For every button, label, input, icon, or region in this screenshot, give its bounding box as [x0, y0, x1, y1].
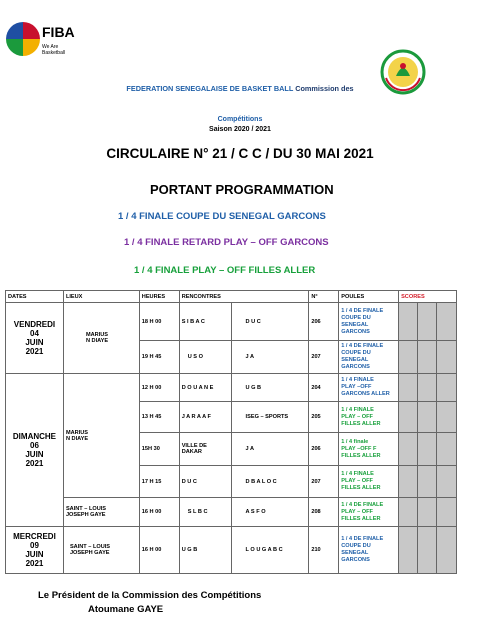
score-cell: [436, 402, 456, 433]
score-cell: [436, 466, 456, 498]
score-cell: [418, 374, 437, 402]
date-cell: [6, 303, 64, 374]
table-row: [6, 498, 457, 527]
team1-cell: U S O: [179, 341, 231, 374]
heure-cell: 13 H 45: [139, 402, 179, 433]
heure-cell: 18 H 00: [139, 303, 179, 341]
date-cell: [6, 374, 64, 527]
basketball-icon: [6, 22, 40, 56]
date-cell: [6, 527, 64, 574]
poule-cell: 1 / 4 DE FINALE COUPE DU SENEGAL GARCONS: [339, 341, 399, 374]
match-num-cell: 207: [309, 466, 339, 498]
score-cell: [418, 402, 437, 433]
competitions-label: Compétitions: [217, 116, 263, 123]
score-cell: [399, 374, 418, 402]
match-num-cell: 210: [309, 527, 339, 574]
venue-cell: [63, 374, 139, 498]
header-heures: HEURES: [139, 291, 179, 303]
team2-cell: D B A L O C: [231, 466, 309, 498]
president-title: Le Président de la Commission des Compétitions: [38, 590, 262, 601]
header-num: N°: [309, 291, 339, 303]
table-header-row: [6, 291, 457, 303]
match-num-cell: 206: [309, 303, 339, 341]
heure-cell: 12 H 00: [139, 374, 179, 402]
score-cell: [399, 466, 418, 498]
saison-label: Saison 2020 / 2021: [209, 126, 271, 133]
score-cell: [436, 433, 456, 466]
team1-cell: D U C: [179, 466, 231, 498]
heure-cell: 16 H 00: [139, 527, 179, 574]
team1-cell: J A R A A F: [179, 402, 231, 433]
team2-cell: D U C: [231, 303, 309, 341]
subtitle-coupe: 1 / 4 FINALE COUPE DU SENEGAL GARCONS: [118, 211, 326, 222]
subtitle-retard: 1 / 4 FINALE RETARD PLAY – OFF GARCONS: [124, 237, 329, 248]
venue-text: SAINT – LOUIS JOSEPH GAYE: [65, 506, 107, 518]
venue-text: SAINT – LOUIS JOSEPH GAYE: [69, 544, 111, 556]
team1-cell: S I B A C: [179, 303, 231, 341]
president-name: Atoumane GAYE: [88, 604, 164, 615]
poule-cell: 1 / 4 FINALE PLAY –OFF GARCONS ALLER: [339, 374, 399, 402]
heure-cell: 16 H 00: [139, 498, 179, 527]
team1-cell: S L B C: [179, 498, 231, 527]
score-cell: [436, 527, 456, 574]
score-cell: [399, 341, 418, 374]
poule-cell: 1 / 4 FINALE PLAY – OFF FILLES ALLER: [339, 466, 399, 498]
header-scores: SCORES: [399, 291, 457, 303]
score-cell: [418, 341, 437, 374]
portant-heading: PORTANT PROGRAMMATION: [150, 182, 334, 197]
fiba-logo: [6, 22, 82, 66]
schedule-table: [5, 290, 457, 574]
poule-cell: 1 / 4 finale PLAY –OFF F FILLES ALLER: [339, 433, 399, 466]
score-cell: [436, 303, 456, 341]
date-text: MERCREDI 09 JUIN 2021: [13, 532, 56, 568]
team2-cell: ISEG – SPORTS: [231, 402, 309, 433]
poule-cell: 1 / 4 DE FINALE COUPE DU SENEGAL GARCONS: [339, 527, 399, 574]
federation-line: [0, 84, 480, 93]
venue-text: MARIUS N DIAYE: [65, 429, 89, 442]
date-text: DIMANCHE 06 JUIN 2021: [12, 432, 57, 468]
team2-cell: U G B: [231, 374, 309, 402]
score-cell: [399, 433, 418, 466]
team1-cell: D O U A N E: [179, 374, 231, 402]
heure-cell: 17 H 15: [139, 466, 179, 498]
circular-title: CIRCULAIRE N° 21 / C C / DU 30 MAI 2021: [106, 146, 374, 161]
score-cell: [399, 527, 418, 574]
score-cell: [399, 402, 418, 433]
score-cell: [418, 498, 437, 527]
score-cell: [418, 466, 437, 498]
match-num-cell: 206: [309, 433, 339, 466]
match-num-cell: 205: [309, 402, 339, 433]
match-num-cell: 208: [309, 498, 339, 527]
score-cell: [436, 374, 456, 402]
subtitle-filles: 1 / 4 FINALE PLAY – OFF FILLES ALLER: [134, 265, 316, 276]
header-poules: POULES: [339, 291, 399, 303]
score-cell: [399, 303, 418, 341]
team2-cell: L O U G A B C: [231, 527, 309, 574]
header-lieux: LIEUX: [63, 291, 139, 303]
heure-cell: 15H 30: [139, 433, 179, 466]
table-row: [6, 303, 457, 341]
team2-cell: A S F O: [231, 498, 309, 527]
match-num-cell: 207: [309, 341, 339, 374]
score-cell: [418, 303, 437, 341]
team1-cell: VILLE DE DAKAR: [179, 433, 231, 466]
score-cell: [436, 498, 456, 527]
poule-cell: 1 / 4 DE FINALE PLAY – OFF FILLES ALLER: [339, 498, 399, 527]
fiba-tagline: We Are Basketball: [42, 44, 66, 56]
score-cell: [418, 527, 437, 574]
venue-cell: [63, 527, 139, 574]
venue-cell: [63, 498, 139, 527]
heure-cell: 19 H 45: [139, 341, 179, 374]
team2-cell: J A: [231, 433, 309, 466]
venue-cell: [63, 303, 139, 374]
venue-text: MARIUS N DIAYE: [85, 332, 109, 344]
match-num-cell: 204: [309, 374, 339, 402]
date-text: VENDREDI 04 JUIN 2021: [13, 320, 56, 356]
header-dates: DATES: [6, 291, 64, 303]
table-row: [6, 374, 457, 402]
header-rencontres: RENCONTRES: [179, 291, 309, 303]
team2-cell: J A: [231, 341, 309, 374]
commission-label: Commission des: [295, 84, 354, 93]
fiba-text: FIBA: [42, 24, 75, 40]
score-cell: [399, 498, 418, 527]
score-cell: [418, 433, 437, 466]
poule-cell: 1 / 4 DE FINALE COUPE DU SENEGAL GARCONS: [339, 303, 399, 341]
score-cell: [436, 341, 456, 374]
table-row: [6, 527, 457, 574]
poule-cell: 1 / 4 FINALE PLAY – OFF FILLES ALLER: [339, 402, 399, 433]
federation-name: FEDERATION SENEGALAISE DE BASKET BALL: [126, 84, 294, 93]
team1-cell: U G B: [179, 527, 231, 574]
